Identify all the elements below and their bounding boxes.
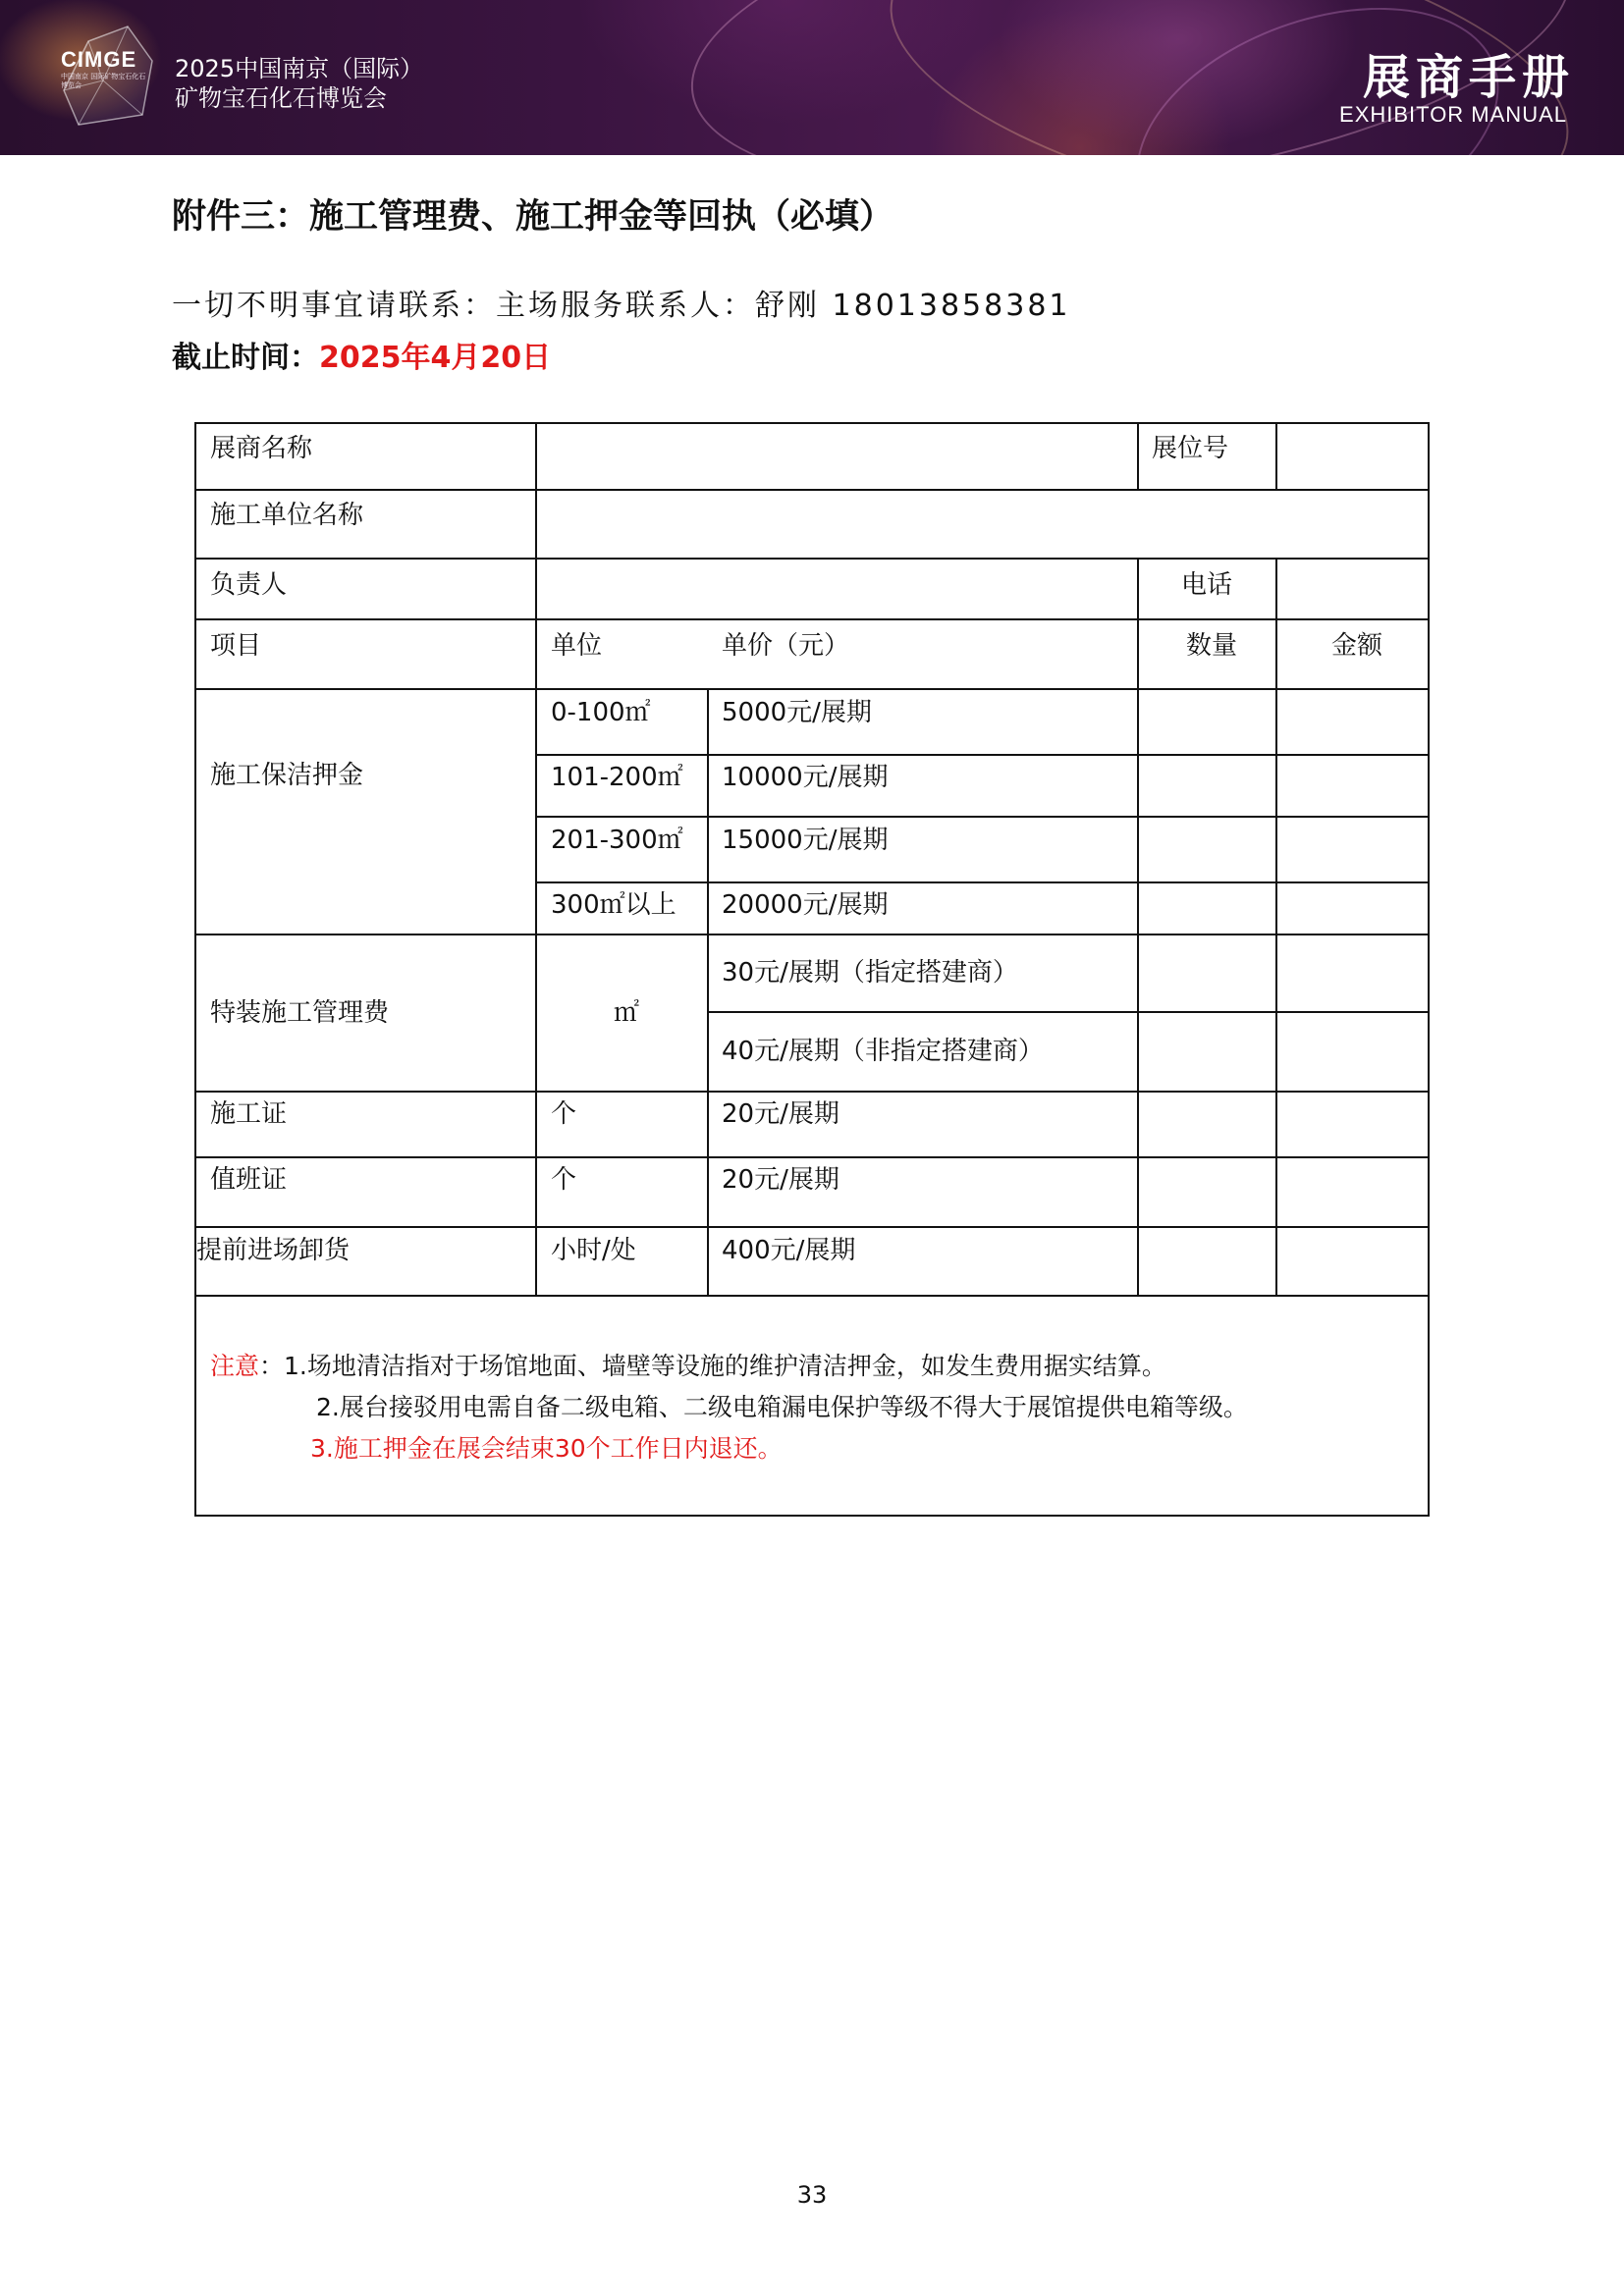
deadline-date: 2025年4月20日 — [319, 341, 552, 375]
contractor-name-field[interactable] — [548, 499, 1422, 552]
special-fee-price: 40元/展期（非指定搭建商） — [722, 1037, 1044, 1066]
logo-text: CIMGE — [61, 47, 137, 72]
booth-number-label: 展位号 — [1152, 434, 1229, 463]
notes-box — [194, 1297, 1430, 1517]
table-line — [194, 558, 1430, 560]
other-item-label: 提前进场卸货 — [196, 1236, 351, 1265]
table-line — [194, 1226, 1430, 1228]
other-item-label: 值班证 — [210, 1165, 288, 1195]
other-item-label: 施工证 — [210, 1099, 288, 1129]
manual-subtitle: EXHIBITOR MANUAL — [1339, 102, 1567, 127]
table-line — [1137, 558, 1139, 1297]
table-line — [1428, 422, 1430, 1297]
deadline-line — [172, 333, 551, 376]
col-header-price: 单价（元） — [722, 631, 850, 661]
col-header-quantity: 数量 — [1186, 631, 1238, 661]
table-line — [535, 754, 1430, 756]
exhibitor-name-label: 展商名称 — [210, 434, 313, 463]
other-item-price: 400元/展期 — [722, 1236, 856, 1265]
table-line — [194, 422, 196, 1297]
other-item-unit: 小时/处 — [551, 1236, 636, 1265]
note-colon: ： — [259, 1352, 285, 1380]
deposit-unit: 101-200㎡ — [551, 763, 683, 792]
table-line — [535, 881, 1430, 883]
responsible-person-label: 负责人 — [210, 570, 288, 600]
expo-title-line1: 2025中国南京（国际） — [175, 55, 424, 82]
col-header-item: 项目 — [210, 631, 262, 661]
deadline-label: 截止时间： — [172, 341, 319, 375]
contact-line: 一切不明事宜请联系：主场服务联系人：舒刚 18013858381 — [172, 289, 1071, 323]
table-line — [194, 422, 1430, 424]
table-line — [194, 688, 1430, 690]
deposit-price: 20000元/展期 — [722, 890, 889, 920]
deposit-unit: 300㎡以上 — [551, 890, 677, 920]
phone-field[interactable] — [1284, 565, 1422, 614]
col-header-amount: 金额 — [1331, 631, 1383, 661]
table-line — [1137, 422, 1139, 489]
other-item-unit: 个 — [551, 1099, 577, 1129]
table-line — [535, 422, 537, 1297]
special-fee-item-label: 特装施工管理费 — [210, 998, 390, 1028]
col-header-unit: 单位 — [551, 631, 603, 661]
deposit-price: 10000元/展期 — [722, 763, 889, 792]
phone-label: 电话 — [1181, 570, 1233, 600]
expo-title-line2: 矿物宝石化石博览会 — [175, 84, 387, 112]
table-line — [1275, 558, 1277, 1297]
manual-title: 展商手册 — [1362, 50, 1575, 105]
fee-form-table — [194, 422, 1430, 1297]
note-line-3: 3.施工押金在展会结束30个工作日内退还。 — [310, 1434, 783, 1463]
table-line — [1275, 422, 1277, 489]
deposit-unit: 201-300㎡ — [551, 826, 683, 855]
table-line — [194, 1156, 1430, 1158]
note-text-1: 1.场地清洁指对于场馆地面、墙壁等设施的维护清洁押金，如发生费用据实结算。 — [284, 1352, 1166, 1380]
responsible-person-field[interactable] — [548, 565, 1127, 614]
other-item-unit: 个 — [551, 1165, 577, 1195]
table-line — [535, 816, 1430, 818]
table-line — [194, 934, 1430, 935]
deposit-unit: 0-100㎡ — [551, 698, 651, 727]
logo-subtext: 中国南京 国际矿物宝石化石博览会 — [61, 73, 146, 89]
header-banner — [0, 0, 1624, 155]
deposit-price: 5000元/展期 — [722, 698, 872, 727]
other-item-price: 20元/展期 — [722, 1099, 839, 1129]
special-fee-price: 30元/展期（指定搭建商） — [722, 958, 1018, 988]
booth-number-field[interactable] — [1284, 434, 1422, 483]
page-title: 附件三：施工管理费、施工押金等回执（必填） — [172, 197, 894, 237]
deposit-price: 15000元/展期 — [722, 826, 889, 855]
table-line — [194, 618, 1430, 620]
deposit-item-label: 施工保洁押金 — [210, 761, 364, 790]
note-label: 注意 — [210, 1352, 260, 1380]
expo-title — [175, 54, 423, 113]
table-line — [707, 1011, 1430, 1013]
table-line — [707, 688, 709, 1297]
page-number: 33 — [796, 2181, 828, 2209]
note-line-1 — [210, 1352, 1166, 1381]
contractor-name-label: 施工单位名称 — [210, 501, 364, 530]
table-line — [194, 1091, 1430, 1093]
exhibitor-name-field[interactable] — [548, 434, 1127, 483]
special-fee-unit: ㎡ — [614, 998, 640, 1028]
other-item-price: 20元/展期 — [722, 1165, 839, 1195]
table-line — [194, 489, 1430, 491]
note-line-2: 2.展台接驳用电需自备二级电箱、二级电箱漏电保护等级不得大于展馆提供电箱等级。 — [316, 1393, 1248, 1421]
